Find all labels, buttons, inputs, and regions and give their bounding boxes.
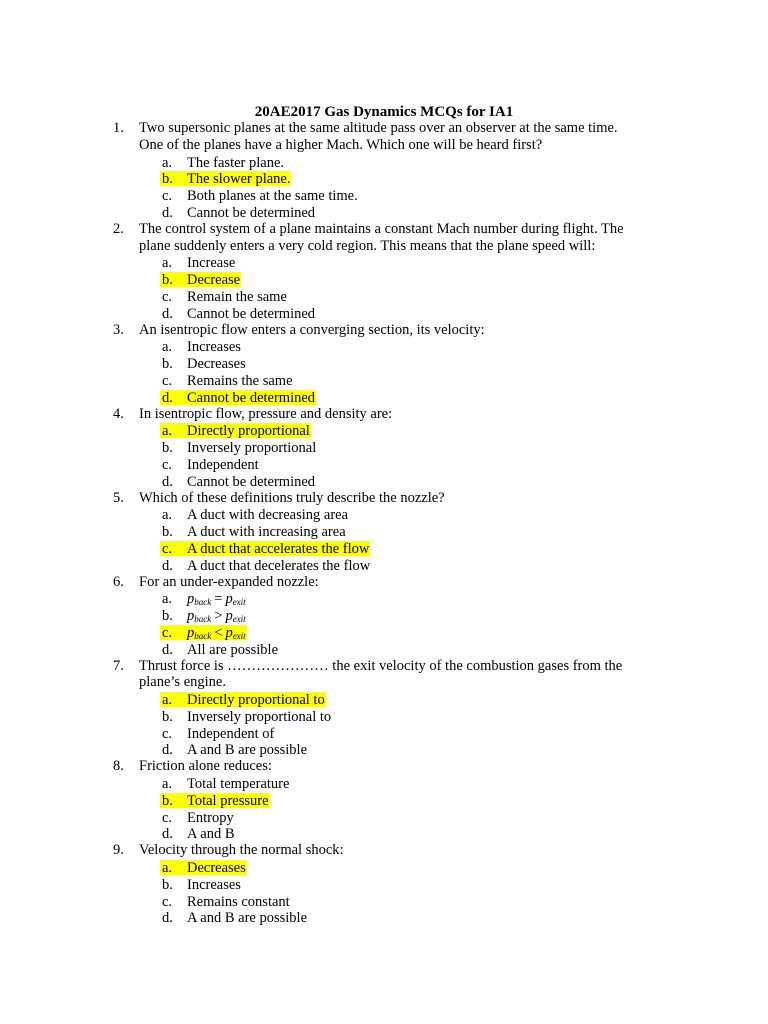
answer-option — [0, 557, 768, 574]
question-text: For an under-expanded nozzle: — [139, 573, 319, 590]
option-content — [160, 742, 308, 757]
question-number: 8. — [113, 758, 124, 775]
option-text: Directly proportional — [187, 423, 310, 440]
option-content — [160, 188, 359, 203]
answer-option — [0, 876, 768, 893]
question-line — [0, 137, 768, 154]
question-item — [0, 658, 768, 759]
option-content — [160, 457, 260, 472]
option-content — [160, 524, 347, 539]
answer-option — [0, 288, 768, 305]
question-line — [0, 120, 768, 137]
option-text: Remain the same — [187, 288, 287, 305]
option-text: Independent — [187, 456, 259, 473]
answer-option — [0, 506, 768, 523]
option-text: Inversely proportional to — [187, 708, 332, 725]
option-text: A duct with increasing area — [187, 524, 346, 541]
question-item — [0, 406, 768, 490]
question-line — [0, 490, 768, 507]
math-variable: p — [225, 608, 233, 625]
option-letter: b. — [162, 440, 173, 457]
option-letter: d. — [162, 204, 173, 221]
question-number: 2. — [113, 220, 124, 237]
question-line — [0, 406, 768, 423]
option-content — [160, 541, 370, 556]
option-letter: b. — [162, 356, 173, 373]
option-text: Directly proportional to — [187, 692, 325, 709]
math-variable: p — [225, 624, 233, 641]
math-subscript: exit — [232, 614, 246, 625]
option-letter: a. — [162, 507, 173, 524]
question-number: 1. — [113, 120, 124, 136]
math-operator: > — [214, 608, 223, 625]
option-content — [160, 171, 291, 186]
question-line — [0, 658, 768, 675]
question-text: Velocity through the normal shock: — [139, 842, 344, 859]
option-letter: d. — [162, 641, 173, 658]
question-line — [0, 221, 768, 238]
option-text: Decreases — [187, 356, 246, 373]
question-number: 5. — [113, 489, 124, 506]
option-text: Decrease — [187, 272, 241, 289]
question-item — [0, 574, 768, 658]
option-content — [160, 591, 247, 606]
math-variable: p — [187, 591, 195, 608]
option-text: Cannot be determined — [187, 204, 316, 221]
question-item — [0, 490, 768, 574]
math-variable: p — [225, 591, 233, 608]
option-text: A and B are possible — [187, 910, 308, 927]
math-operator: < — [214, 624, 223, 641]
option-text: Cannot be determined — [187, 305, 316, 322]
option-letter: a. — [162, 423, 173, 440]
question-line — [0, 238, 768, 255]
option-content — [160, 558, 371, 573]
option-content — [160, 423, 311, 438]
option-letter: c. — [162, 188, 173, 205]
question-text: The control system of a plane maintains a constant Mach number during flight. The — [139, 220, 624, 237]
option-content — [160, 507, 349, 522]
option-letter: a. — [162, 255, 173, 272]
option-letter: b. — [162, 608, 173, 625]
question-text: In isentropic flow, pressure and density are: — [139, 405, 393, 422]
option-letter: a. — [162, 339, 173, 356]
option-content — [160, 289, 288, 304]
answer-option — [0, 439, 768, 456]
answer-option-highlighted — [0, 389, 768, 406]
option-text: Independent of — [187, 725, 275, 742]
question-line — [0, 322, 768, 339]
question-text: plane’s engine. — [139, 674, 226, 691]
answer-option — [0, 741, 768, 758]
option-content — [160, 474, 316, 489]
option-content — [160, 356, 247, 371]
question-line — [0, 758, 768, 775]
option-content — [160, 339, 242, 354]
question-item — [0, 842, 768, 926]
answer-option — [0, 607, 768, 624]
answer-option — [0, 154, 768, 171]
option-letter: a. — [162, 776, 173, 793]
option-text: A duct that accelerates the flow — [187, 540, 370, 557]
option-text: Remains the same — [187, 372, 293, 389]
option-content — [160, 205, 316, 220]
option-text: A duct that decelerates the flow — [187, 557, 371, 574]
answer-option — [0, 305, 768, 322]
option-text: Inversely proportional — [187, 440, 317, 457]
question-item — [0, 120, 768, 221]
answer-option-highlighted — [0, 170, 768, 187]
question-item — [0, 322, 768, 406]
answer-option — [0, 338, 768, 355]
option-text: Cannot be determined — [187, 389, 316, 406]
option-text: A and B are possible — [187, 742, 308, 759]
answer-option-highlighted — [0, 792, 768, 809]
option-letter: b. — [162, 171, 173, 188]
math-variable: p — [187, 624, 195, 641]
option-text: Increases — [187, 876, 241, 893]
option-text: Total temperature — [187, 776, 290, 793]
answer-option-highlighted — [0, 624, 768, 641]
question-list — [0, 120, 768, 926]
answer-option — [0, 355, 768, 372]
option-letter: d. — [162, 910, 173, 927]
math-variable: p — [187, 608, 195, 625]
option-letter: d. — [162, 305, 173, 322]
answer-option — [0, 725, 768, 742]
option-letter: c. — [162, 288, 173, 305]
option-text: Increase — [187, 255, 236, 272]
option-text: A duct with decreasing area — [187, 507, 349, 524]
option-letter: c. — [162, 893, 173, 910]
math-subscript: exit — [232, 630, 246, 641]
answer-option-highlighted — [0, 540, 768, 557]
answer-option — [0, 187, 768, 204]
option-content — [160, 642, 279, 657]
option-text: Cannot be determined — [187, 473, 316, 490]
question-text: One of the planes have a higher Mach. Which one will be heard first? — [139, 136, 543, 153]
option-content — [160, 373, 294, 388]
question-text: plane suddenly enters a very cold region. This means that the plane speed will: — [139, 237, 596, 254]
question-item — [0, 221, 768, 322]
option-letter: c. — [162, 725, 173, 742]
question-text: An isentropic flow enters a converging section, its velocity: — [139, 321, 485, 338]
option-letter: a. — [162, 154, 173, 171]
option-letter: b. — [162, 708, 173, 725]
option-letter: b. — [162, 876, 173, 893]
option-content — [160, 709, 332, 724]
question-number: 7. — [113, 657, 124, 674]
option-content — [160, 793, 270, 808]
option-content — [160, 306, 316, 321]
math-subscript: back — [194, 614, 212, 625]
answer-option — [0, 523, 768, 540]
answer-option-highlighted — [0, 271, 768, 288]
option-content — [160, 692, 326, 707]
answer-option — [0, 909, 768, 926]
option-text: All are possible — [187, 641, 279, 658]
answer-option — [0, 254, 768, 271]
option-text: Total pressure — [187, 792, 269, 809]
math-subscript: back — [194, 597, 212, 608]
option-letter: c. — [162, 372, 173, 389]
option-letter: d. — [162, 826, 173, 843]
question-text: Friction alone reduces: — [139, 758, 272, 775]
option-letter: c. — [162, 456, 173, 473]
option-content — [160, 726, 275, 741]
answer-option — [0, 372, 768, 389]
option-letter: d. — [162, 557, 173, 574]
answer-option — [0, 708, 768, 725]
option-letter: c. — [162, 624, 173, 641]
option-text: Decreases — [187, 860, 246, 877]
answer-option-highlighted — [0, 691, 768, 708]
option-text: Remains constant — [187, 893, 290, 910]
option-content — [160, 155, 285, 170]
option-content — [160, 894, 291, 909]
math-subscript: exit — [232, 597, 246, 608]
option-content — [160, 625, 247, 640]
question-item — [0, 758, 768, 842]
option-text: The slower plane. — [187, 171, 291, 188]
option-content — [160, 608, 247, 623]
option-letter: a. — [162, 860, 173, 877]
answer-option — [0, 590, 768, 607]
answer-option — [0, 825, 768, 842]
option-content — [160, 810, 235, 825]
option-text: The faster plane. — [187, 154, 285, 171]
option-letter: a. — [162, 692, 173, 709]
question-line — [0, 674, 768, 691]
question-number: 6. — [113, 573, 124, 590]
option-letter: d. — [162, 742, 173, 759]
answer-option-highlighted — [0, 859, 768, 876]
question-text: Thrust force is ………………… the exit velocity of the combustion gases from the — [139, 657, 623, 674]
answer-option — [0, 204, 768, 221]
option-content — [160, 877, 242, 892]
option-content — [160, 272, 241, 287]
question-text: Two supersonic planes at the same altitude pass over an observer at the same time. — [139, 120, 618, 136]
option-content — [160, 776, 290, 791]
option-text: A and B — [187, 826, 235, 843]
option-letter: b. — [162, 272, 173, 289]
option-letter: c. — [162, 540, 173, 557]
question-line — [0, 574, 768, 591]
option-content — [160, 440, 317, 455]
answer-option — [0, 456, 768, 473]
option-letter: d. — [162, 473, 173, 490]
option-letter: b. — [162, 792, 173, 809]
option-text: Entropy — [187, 809, 234, 826]
document-title: 20AE2017 Gas Dynamics MCQs for IA1 — [254, 104, 514, 120]
answer-option — [0, 809, 768, 826]
answer-option — [0, 893, 768, 910]
option-content — [160, 390, 316, 405]
option-text: Both planes at the same time. — [187, 188, 358, 205]
answer-option-highlighted — [0, 422, 768, 439]
question-line — [0, 842, 768, 859]
question-text: Which of these definitions truly describe the nozzle? — [139, 489, 445, 506]
option-letter: d. — [162, 389, 173, 406]
answer-option — [0, 473, 768, 490]
option-content — [160, 910, 308, 925]
option-content — [160, 255, 236, 270]
option-text: Increases — [187, 339, 241, 356]
option-letter: b. — [162, 524, 173, 541]
answer-option — [0, 775, 768, 792]
answer-option — [0, 641, 768, 658]
question-number: 9. — [113, 842, 124, 859]
option-letter: c. — [162, 809, 173, 826]
math-subscript: back — [194, 630, 212, 641]
question-number: 3. — [113, 321, 124, 338]
option-content — [160, 860, 247, 875]
question-number: 4. — [113, 405, 124, 422]
option-letter: a. — [162, 591, 173, 608]
math-operator: = — [214, 591, 223, 608]
option-content — [160, 826, 236, 841]
